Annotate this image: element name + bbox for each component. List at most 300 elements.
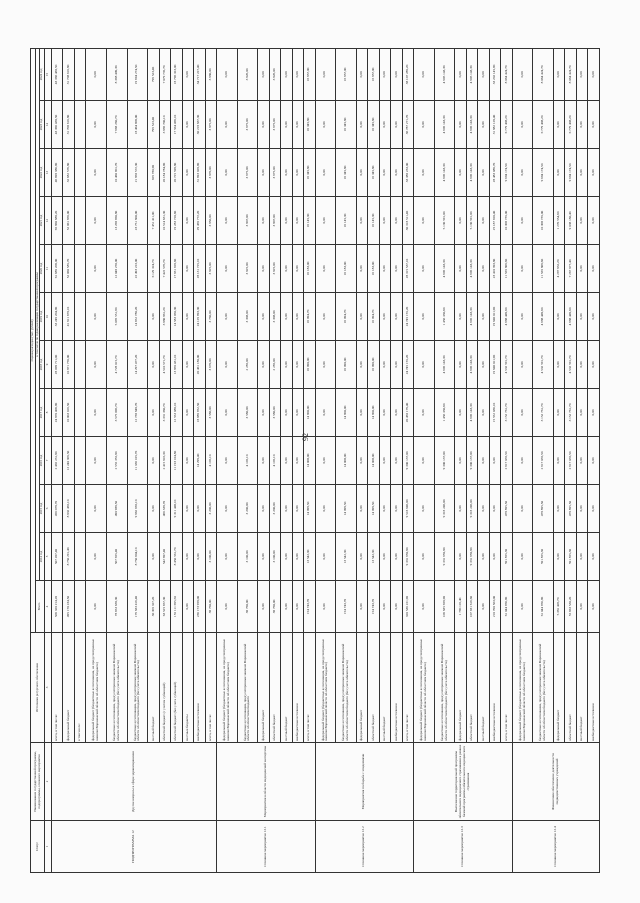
value-cell: 20 184 784,90 bbox=[159, 149, 170, 197]
source-cell: областной бюджет bbox=[269, 633, 280, 743]
value-cell: 0,00 bbox=[576, 389, 587, 437]
value-cell: 0,00 bbox=[489, 437, 500, 485]
value-cell: 11 565 809,60 bbox=[501, 245, 512, 293]
value-cell: 3 308,00 bbox=[237, 293, 258, 341]
header-index-row bbox=[45, 48, 52, 872]
value-cell: 4 905 143,30 bbox=[466, 389, 477, 437]
header-index: 9 bbox=[45, 341, 52, 389]
value-cell: 28 099 711,00 bbox=[52, 341, 63, 389]
value-cell: 10 514 631,30 bbox=[159, 197, 170, 245]
value-cell: 0,00 bbox=[588, 533, 600, 581]
value-cell: 61 689 208,00 bbox=[52, 245, 63, 293]
value-cell: 0,00 bbox=[414, 485, 435, 533]
value-cell: 4 105,10 bbox=[269, 437, 280, 485]
value-cell: 0,00 bbox=[478, 485, 489, 533]
value-cell: 0,00 bbox=[512, 149, 533, 197]
table-row bbox=[315, 48, 336, 872]
value-cell: 61 044 956,90 bbox=[533, 581, 554, 633]
source-cell: всего, в том числе: bbox=[52, 633, 63, 743]
value-cell: 3 825,00 bbox=[237, 245, 258, 293]
value-cell: 0,00 bbox=[414, 245, 435, 293]
value-cell: 478 895,50 bbox=[501, 485, 512, 533]
value-cell: 1 790 116,40 bbox=[455, 581, 466, 633]
value-cell: 9 318 246,00 bbox=[434, 485, 455, 533]
value-cell: 4 988 449,60 bbox=[501, 293, 512, 341]
value-cell: 8 398 409,30 bbox=[107, 48, 128, 100]
value-cell: 16 857,00 bbox=[368, 48, 379, 100]
value-cell: 3 100,00 bbox=[269, 533, 280, 581]
value-cell: 0,00 bbox=[455, 197, 466, 245]
value-cell: 0,00 bbox=[315, 437, 336, 485]
value-cell: 7 451 411,00 bbox=[148, 197, 159, 245]
value-cell: 799 523,40 bbox=[148, 48, 159, 100]
value-cell: 10 308 735,00 bbox=[501, 197, 512, 245]
source-cell: федеральный бюджет (бюджетные ассигнования, не предусмотренные законом Воронежской области об областном бюджете) bbox=[217, 633, 238, 743]
value-cell: 3 826,00 bbox=[269, 48, 280, 100]
value-cell: 0,00 bbox=[576, 581, 587, 633]
value-cell: 9 038 180,40 bbox=[565, 197, 576, 245]
value-cell: 509 320 214,20 bbox=[52, 581, 63, 633]
value-cell: 3 975,00 bbox=[237, 149, 258, 197]
value-cell: 0,00 bbox=[281, 48, 292, 100]
value-cell: 0,00 bbox=[588, 389, 600, 437]
value-cell bbox=[74, 437, 85, 485]
value-cell: 0,00 bbox=[182, 485, 193, 533]
value-cell: 0,00 bbox=[292, 48, 303, 100]
value-cell: 8 064 424,70 bbox=[565, 48, 576, 100]
value-cell: 3 200,00 bbox=[237, 485, 258, 533]
source-cell: федеральный бюджет bbox=[455, 633, 466, 743]
value-cell: 0,00 bbox=[576, 149, 587, 197]
value-cell: 0,00 bbox=[258, 101, 269, 149]
value-cell: 16 183,00 bbox=[304, 245, 315, 293]
value-cell: 4 905 143,30 bbox=[466, 48, 477, 100]
row-name: Мероприятия по борьбе с эпидемиями bbox=[315, 743, 414, 821]
value-cell: 0,00 bbox=[478, 581, 489, 633]
value-cell: 0,00 bbox=[379, 101, 390, 149]
table-body bbox=[52, 48, 600, 872]
value-cell: 0,00 bbox=[292, 293, 303, 341]
value-cell: 55 663 530,20 bbox=[565, 581, 576, 633]
value-cell: 10 460 901,70 bbox=[107, 149, 128, 197]
value-cell: 0,00 bbox=[292, 533, 303, 581]
value-cell: 9 311 448,10 bbox=[171, 485, 182, 533]
value-cell: 8 750 604,10 bbox=[127, 533, 148, 581]
value-cell: 13 268 960,80 bbox=[107, 197, 128, 245]
value-cell: 0,00 bbox=[258, 149, 269, 197]
value-cell: 10 308 735,00 bbox=[533, 197, 554, 245]
value-cell: 20 461 180,00 bbox=[194, 341, 205, 389]
header-year: 2024 год bbox=[40, 48, 45, 100]
header-source: Источники ресурсного обеспечения bbox=[31, 633, 45, 743]
header-year: 2020 год bbox=[40, 245, 45, 293]
value-cell: 23 751 800,00 bbox=[127, 197, 148, 245]
value-cell: 0,00 bbox=[292, 101, 303, 149]
value-cell: 3 850,00 bbox=[205, 197, 216, 245]
value-cell: 495 170 234,50 bbox=[63, 581, 74, 633]
value-cell: 8 064 424,70 bbox=[501, 48, 512, 100]
value-cell: 0,00 bbox=[356, 149, 367, 197]
value-cell: 0,00 bbox=[356, 341, 367, 389]
value-cell: 3 975,00 bbox=[269, 149, 280, 197]
value-cell: 0,00 bbox=[315, 293, 336, 341]
value-cell: 38 760,00 bbox=[237, 581, 258, 633]
value-cell: 0,00 bbox=[391, 197, 402, 245]
value-cell: 9 694 174,50 bbox=[565, 149, 576, 197]
value-cell: 0,00 bbox=[281, 581, 292, 633]
source-cell: областной бюджет (без учета субвенций) bbox=[171, 633, 182, 743]
source-cell: федеральный бюджет (бюджетные ассигнования, не предусмотренные законом Воронежской области об областном бюджете) bbox=[86, 633, 107, 743]
value-cell: 14 900,00 bbox=[336, 389, 357, 437]
value-cell: 3 200,00 bbox=[269, 485, 280, 533]
value-cell: 4 532 591,70 bbox=[501, 341, 512, 389]
value-cell: 0,00 bbox=[258, 341, 269, 389]
value-cell: 0,00 bbox=[553, 389, 564, 437]
value-cell: 0,00 bbox=[356, 581, 367, 633]
value-cell: 0,00 bbox=[182, 437, 193, 485]
value-cell: 6 129 324,70 bbox=[148, 245, 159, 293]
value-cell: 0,00 bbox=[86, 437, 107, 485]
value-cell: 0,00 bbox=[292, 437, 303, 485]
value-cell: 41 811 678,10 bbox=[63, 293, 74, 341]
value-cell: 16 094,70 bbox=[368, 293, 379, 341]
value-cell: 65 860 888,20 bbox=[52, 197, 63, 245]
value-cell: 16 145,30 bbox=[368, 197, 379, 245]
value-cell: 0,00 bbox=[148, 389, 159, 437]
value-cell: 0,00 bbox=[489, 485, 500, 533]
value-cell: 0,00 bbox=[356, 437, 367, 485]
value-cell: 3 200,00 bbox=[205, 485, 216, 533]
value-cell: 20 458 179,40 bbox=[402, 389, 413, 437]
value-cell: 478 895,50 bbox=[565, 485, 576, 533]
value-cell: 10 871 759,00 bbox=[63, 341, 74, 389]
value-cell: 0,00 bbox=[512, 485, 533, 533]
value-cell: 43 366 438,50 bbox=[52, 48, 63, 100]
value-cell: 14 297 477,20 bbox=[127, 341, 148, 389]
value-cell: 9 300 137,00 bbox=[434, 437, 455, 485]
value-cell: 0,00 bbox=[217, 581, 238, 633]
value-cell: 3 826,00 bbox=[237, 48, 258, 100]
value-cell: 0,00 bbox=[315, 341, 336, 389]
value-cell: 16 145,30 bbox=[336, 197, 357, 245]
value-cell: 6 779 408,20 bbox=[533, 101, 554, 149]
value-cell: 0,00 bbox=[553, 437, 564, 485]
source-cell: областной бюджет (с учетом субвенций) bbox=[159, 633, 170, 743]
value-cell: 0,00 bbox=[553, 485, 564, 533]
value-cell: 16 345,80 bbox=[304, 101, 315, 149]
value-cell: 31 693 028,90 bbox=[194, 149, 205, 197]
row-name: Другие вопросы в сфере здравоохранения bbox=[52, 743, 217, 821]
value-cell: 0,00 bbox=[182, 389, 193, 437]
value-cell: 0,00 bbox=[217, 293, 238, 341]
value-cell: 9 300 137,00 bbox=[402, 437, 413, 485]
value-cell: 33 249 204,90 bbox=[52, 293, 63, 341]
value-cell: 38 760,00 bbox=[205, 581, 216, 633]
value-cell: 0,00 bbox=[512, 293, 533, 341]
value-cell: 0,00 bbox=[414, 197, 435, 245]
value-cell: 0,00 bbox=[217, 389, 238, 437]
value-cell: 0,00 bbox=[553, 293, 564, 341]
value-cell: 0,00 bbox=[292, 245, 303, 293]
value-cell: 0,00 bbox=[379, 389, 390, 437]
value-cell: 17 931 928,60 bbox=[171, 245, 182, 293]
value-cell: 0,00 bbox=[512, 533, 533, 581]
value-cell: 31 882 128,40 bbox=[489, 101, 500, 149]
value-cell: 9 862 665,10 bbox=[127, 485, 148, 533]
value-cell: 591 855,30 bbox=[565, 533, 576, 581]
value-cell: 0,00 bbox=[194, 533, 205, 581]
value-cell: 0,00 bbox=[292, 581, 303, 633]
value-cell: 0,00 bbox=[217, 48, 238, 100]
value-cell: 0,00 bbox=[512, 101, 533, 149]
value-cell: 30 305 327,20 bbox=[148, 581, 159, 633]
value-cell: 0,00 bbox=[217, 197, 238, 245]
value-cell: 591 855,30 bbox=[533, 533, 554, 581]
source-cell: бюджетные ассигнования, предусмотренные законом Воронежской области об областном бюджете bbox=[237, 633, 258, 743]
value-cell: 0,00 bbox=[194, 485, 205, 533]
value-cell: 1 456 330,60 bbox=[434, 293, 455, 341]
value-cell: 0,00 bbox=[391, 389, 402, 437]
value-cell: 33 202 145,90 bbox=[489, 48, 500, 100]
value-cell: 28 131 725,10 bbox=[194, 245, 205, 293]
value-cell: 1 270 554,60 bbox=[553, 197, 564, 245]
table-row bbox=[52, 48, 63, 872]
value-cell: 30 318 511,40 bbox=[402, 197, 413, 245]
value-cell: 46 698 386,90 bbox=[52, 149, 63, 197]
source-cell: федеральный бюджет bbox=[258, 633, 269, 743]
rotated-content bbox=[30, 51, 600, 873]
value-cell: 4 510 571,70 bbox=[159, 341, 170, 389]
value-cell: 0,00 bbox=[588, 437, 600, 485]
value-cell: 0,00 bbox=[588, 581, 600, 633]
header-name: Наименование государственной программы, подпрограммы, основного мероприятия bbox=[31, 743, 45, 821]
row-status: ПОДПРОГРАММА 12 bbox=[52, 821, 217, 873]
value-cell: 24 745 155,20 bbox=[402, 341, 413, 389]
value-cell: 36 787 271,70 bbox=[402, 101, 413, 149]
value-cell: 154 743,70 bbox=[336, 581, 357, 633]
value-cell: 0,00 bbox=[588, 149, 600, 197]
header-group: Оценка расходов (тыс. рублей) bbox=[31, 48, 36, 632]
value-cell: 0,00 bbox=[258, 48, 269, 100]
source-cell: областной бюджет bbox=[565, 633, 576, 743]
value-cell: 28 483 089,70 bbox=[489, 149, 500, 197]
value-cell: 0,00 bbox=[148, 293, 159, 341]
value-cell: 0,00 bbox=[86, 48, 107, 100]
row-name: Мероприятия в области медицинской экспертизы bbox=[217, 743, 316, 821]
value-cell: 799 523,40 bbox=[148, 101, 159, 149]
value-cell: 9 694 174,50 bbox=[533, 149, 554, 197]
value-cell: 0,00 bbox=[391, 581, 402, 633]
value-cell: 14 008,00 bbox=[336, 437, 357, 485]
value-cell: 0,00 bbox=[414, 341, 435, 389]
value-cell bbox=[74, 485, 85, 533]
value-cell: 591 855,30 bbox=[501, 533, 512, 581]
value-cell: 0,00 bbox=[258, 485, 269, 533]
value-cell: 6 779 408,20 bbox=[501, 101, 512, 149]
value-cell: 16 345,80 bbox=[368, 101, 379, 149]
value-cell: 507 207,40 bbox=[52, 533, 63, 581]
value-cell: 0,00 bbox=[391, 245, 402, 293]
source-cell: местный бюджет bbox=[576, 633, 587, 743]
source-cell: местный бюджет bbox=[148, 633, 159, 743]
value-cell: 0,00 bbox=[588, 293, 600, 341]
value-cell: 34 717 227,40 bbox=[194, 48, 205, 100]
value-cell: 0,00 bbox=[455, 533, 466, 581]
header-index: 11 bbox=[45, 245, 52, 293]
source-cell: внебюджетные источники bbox=[588, 633, 600, 743]
value-cell: 154 743,70 bbox=[304, 581, 315, 633]
value-cell: 2 917 035,50 bbox=[533, 437, 554, 485]
value-cell: 4 532 591,70 bbox=[533, 341, 554, 389]
value-cell: 14 900,00 bbox=[368, 389, 379, 437]
value-cell: 0,00 bbox=[281, 341, 292, 389]
value-cell: 12 048 258,00 bbox=[107, 245, 128, 293]
source-cell: федеральный бюджет (бюджетные ассигнования, не предусмотренные законом Воронежской области об областном бюджете) bbox=[512, 633, 533, 743]
value-cell: 0,00 bbox=[391, 485, 402, 533]
value-cell: 38 107 289,20 bbox=[402, 48, 413, 100]
value-cell: 0,00 bbox=[182, 101, 193, 149]
value-cell: 16 857,00 bbox=[304, 48, 315, 100]
value-cell: 0,00 bbox=[414, 581, 435, 633]
header-index: 4 bbox=[45, 581, 52, 633]
table-header bbox=[31, 48, 52, 872]
value-cell: 0,00 bbox=[379, 533, 390, 581]
value-cell: 0,00 bbox=[478, 437, 489, 485]
source-cell: местные бюджеты bbox=[182, 633, 193, 743]
value-cell: 4 905 143,30 bbox=[434, 149, 455, 197]
value-cell: 0,00 bbox=[217, 341, 238, 389]
value-cell: 0,00 bbox=[315, 533, 336, 581]
value-cell: 16 857,00 bbox=[336, 48, 357, 100]
value-cell bbox=[74, 389, 85, 437]
source-cell: всего, в том числе: bbox=[501, 633, 512, 743]
value-cell: 0,00 bbox=[576, 48, 587, 100]
value-cell: 4 105,10 bbox=[237, 437, 258, 485]
value-cell: 11 336 105,70 bbox=[127, 437, 148, 485]
value-cell: 3 152 761,70 bbox=[501, 389, 512, 437]
value-cell: 24 745 155,20 bbox=[402, 293, 413, 341]
value-cell: 14 008,00 bbox=[368, 437, 379, 485]
value-cell: 14 099,50 bbox=[336, 485, 357, 533]
value-cell: 0,00 bbox=[356, 533, 367, 581]
value-cell: 4 728 015,70 bbox=[107, 341, 128, 389]
value-cell: 0,00 bbox=[315, 485, 336, 533]
value-cell: 0,00 bbox=[258, 389, 269, 437]
value-cell: 0,00 bbox=[86, 149, 107, 197]
header-year: 2018 год bbox=[40, 341, 45, 389]
header-index: 12 bbox=[45, 197, 52, 245]
budget-table bbox=[30, 48, 600, 873]
value-cell: 0,00 bbox=[455, 485, 466, 533]
value-cell: 16 345,80 bbox=[368, 149, 379, 197]
source-cell: федеральный бюджет bbox=[63, 633, 74, 743]
value-cell: 21 858 572,30 bbox=[127, 149, 148, 197]
value-cell: 2 415 816,30 bbox=[159, 437, 170, 485]
header-year: 2023 год bbox=[40, 101, 45, 149]
value-cell: 19 840 011,90 bbox=[489, 293, 500, 341]
value-cell: 0,00 bbox=[379, 485, 390, 533]
value-cell: 3 331 360,70 bbox=[159, 389, 170, 437]
value-cell: 320 536 221,90 bbox=[402, 581, 413, 633]
value-cell: 0,00 bbox=[455, 48, 466, 100]
value-cell: 2 285,00 bbox=[269, 341, 280, 389]
value-cell: 0,00 bbox=[576, 437, 587, 485]
value-cell: 16 090,00 bbox=[336, 341, 357, 389]
value-cell: 0,00 bbox=[478, 293, 489, 341]
header-index: 3 bbox=[45, 633, 52, 743]
value-cell: 4 105,10 bbox=[205, 437, 216, 485]
value-cell: 7 968 260,70 bbox=[107, 101, 128, 149]
value-cell: 0,00 bbox=[576, 245, 587, 293]
value-cell: 0,00 bbox=[379, 245, 390, 293]
value-cell bbox=[74, 581, 85, 633]
table-row bbox=[217, 48, 238, 872]
value-cell: 0,00 bbox=[414, 101, 435, 149]
value-cell: 19 283 720,60 bbox=[171, 197, 182, 245]
value-cell: 3 670,00 bbox=[205, 341, 216, 389]
value-cell: 9 331 959,80 bbox=[402, 533, 413, 581]
value-cell: 18 464 908,00 bbox=[127, 101, 148, 149]
value-cell bbox=[74, 245, 85, 293]
value-cell: 14 099,50 bbox=[368, 485, 379, 533]
source-cell: всего, в том числе: bbox=[402, 633, 413, 743]
value-cell: 3 100,00 bbox=[205, 533, 216, 581]
value-cell: 22 493 223,00 bbox=[127, 245, 148, 293]
value-cell: 0,00 bbox=[379, 293, 390, 341]
value-cell: 0,00 bbox=[455, 341, 466, 389]
value-cell: 0,00 bbox=[258, 293, 269, 341]
header-year: 2022 год bbox=[40, 149, 45, 197]
value-cell: 109 835 658,90 bbox=[434, 581, 455, 633]
value-cell: 0,00 bbox=[391, 48, 402, 100]
value-cell: 7 422 576,70 bbox=[159, 245, 170, 293]
value-cell: 0,00 bbox=[356, 389, 367, 437]
value-cell: 3 100,00 bbox=[237, 533, 258, 581]
header-index: 13 bbox=[45, 149, 52, 197]
value-cell: 0,00 bbox=[182, 533, 193, 581]
row-name: Выполнение территориальной программы обязательного медицинского страхования в рамках базовой программы обязательного медицинского страхования bbox=[414, 743, 513, 821]
value-cell: 16 145,30 bbox=[304, 197, 315, 245]
value-cell: 6 779 408,20 bbox=[565, 101, 576, 149]
value-cell: 0,00 bbox=[217, 101, 238, 149]
value-cell: 3 580,00 bbox=[205, 389, 216, 437]
value-cell: 23 410 393,80 bbox=[489, 245, 500, 293]
value-cell: 0,00 bbox=[478, 101, 489, 149]
value-cell: 0,00 bbox=[281, 485, 292, 533]
value-cell: 0,00 bbox=[182, 48, 193, 100]
value-cell: 61 044 956,90 bbox=[501, 581, 512, 633]
value-cell: 0,00 bbox=[182, 293, 193, 341]
value-cell: 466 338,70 bbox=[159, 485, 170, 533]
value-cell: 8 832 465,10 bbox=[63, 485, 74, 533]
value-cell: 0,00 bbox=[512, 437, 533, 485]
value-cell: 4 988 449,60 bbox=[565, 293, 576, 341]
value-cell: 13 542,30 bbox=[304, 533, 315, 581]
source-cell: федеральный бюджет bbox=[553, 633, 564, 743]
value-cell: 0,00 bbox=[86, 101, 107, 149]
value-cell: 43 366 438,50 bbox=[52, 101, 63, 149]
value-cell: 3 807,00 bbox=[269, 197, 280, 245]
value-cell: 0,00 bbox=[182, 581, 193, 633]
value-cell: 456 078,70 bbox=[52, 485, 63, 533]
source-cell: внебюджетные источники bbox=[292, 633, 303, 743]
value-cell: 0,00 bbox=[379, 149, 390, 197]
value-cell: 5 095 551,90 bbox=[107, 293, 128, 341]
value-cell: 0,00 bbox=[455, 293, 466, 341]
value-cell: 0,00 bbox=[553, 101, 564, 149]
value-cell: 11 565 809,60 bbox=[533, 245, 554, 293]
value-cell: 0,00 bbox=[588, 341, 600, 389]
